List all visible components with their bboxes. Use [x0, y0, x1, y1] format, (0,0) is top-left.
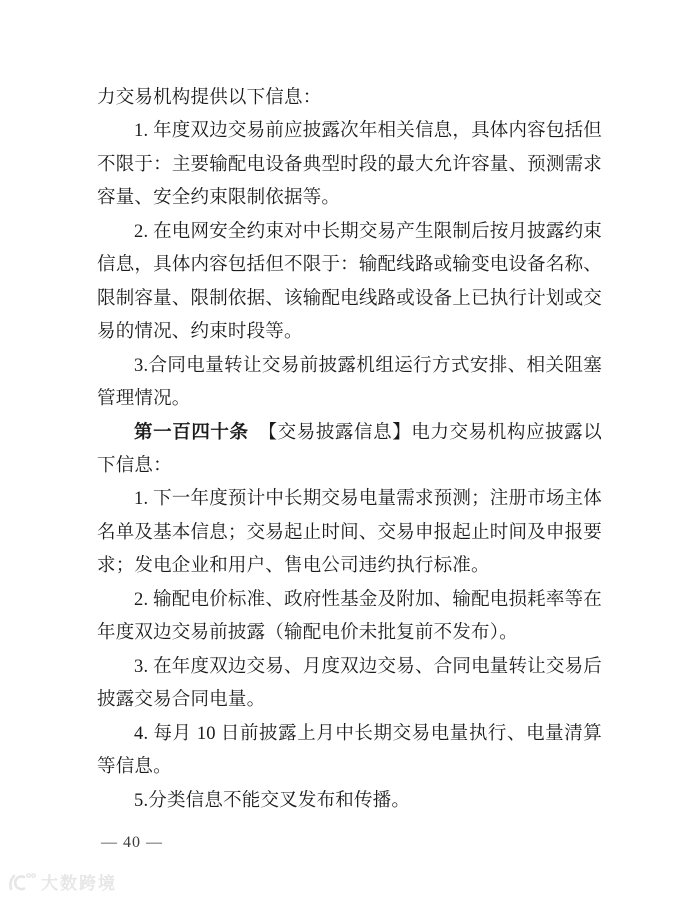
paragraph: 3. 在年度双边交易、月度双边交易、合同电量转让交易后披露交易合同电量。	[97, 656, 602, 711]
document-body	[97, 82, 602, 818]
watermark-label: 大数跨境	[41, 874, 117, 893]
article-number: 第一百四十条	[134, 422, 249, 443]
paragraph: 3.合同电量转让交易前披露机组运行方式安排、相关阻塞管理情况。	[97, 355, 602, 410]
paragraph: 4. 每月 10 日前披露上月中长期交易电量执行、电量清算等信息。	[97, 723, 602, 778]
page-footer	[101, 834, 163, 852]
paragraph: 5.分类信息不能交叉发布和传播。	[134, 790, 411, 811]
article-heading-paragraph: 第一百四十条 【交易披露信息】电力交易机构应披露以下信息：	[97, 422, 602, 476]
watermark	[7, 869, 117, 894]
page-number: — 40 —	[101, 834, 163, 851]
paragraph: 1. 年度双边交易前应披露次年相关信息，具体内容包括但不限于：主要输配电设备典型时段的最大允许容量、预测需求容量、安全约束限制依据等。	[97, 121, 602, 209]
watermark-logo-icon	[7, 872, 38, 892]
paragraph: 力交易机构提供以下信息：	[97, 88, 322, 108]
paragraph: 1. 下一年度预计中长期交易电量需求预测；注册市场主体名单及基本信息；交易起止时间、交易申报起止时间及申报要求；发电企业和用户、售电公司违约执行标准。	[97, 489, 602, 577]
paragraph: 2. 输配电价标准、政府性基金及附加、输配电损耗率等在年度双边交易前披露（输配电价未批复前不发布）。	[97, 589, 602, 644]
paragraph: 2. 在电网安全约束对中长期交易产生限制后按月披露约束信息，具体内容包括但不限于：输配线路或输变电设备名称、限制容量、限制依据、该输配电线路或设备上已执行计划或交易的情况、约束时段等。	[97, 221, 602, 343]
